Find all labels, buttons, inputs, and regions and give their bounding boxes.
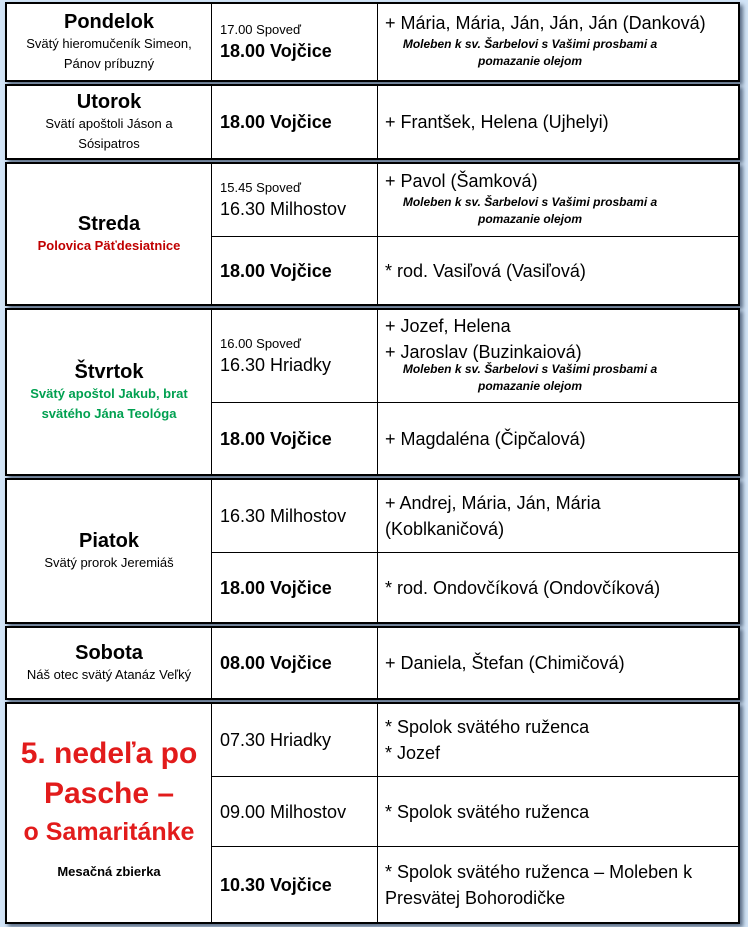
- intention-line: + Jozef, Helena: [385, 316, 511, 336]
- confession-time: 15.45 Spoveď: [220, 180, 301, 195]
- day-block-wednesday: [5, 162, 740, 306]
- intention-cell: [378, 4, 738, 80]
- time-cell: [212, 776, 378, 846]
- day-name: Štvrtok: [74, 361, 144, 383]
- intention-cell: [378, 628, 738, 698]
- time-cell: [212, 704, 378, 776]
- intention-line: * Spolok svätého ruženca: [385, 717, 590, 737]
- day-subtitle: Svätý apoštol Jakub, brat svätého Jána Teológa: [30, 386, 188, 421]
- intention-line: * rod. Vasiľová (Vasiľová): [385, 260, 586, 281]
- service-time: 08.00 Vojčice: [220, 653, 332, 673]
- day-name: Pondelok: [63, 11, 154, 33]
- time-cell: [212, 402, 378, 474]
- intention-line: + Frantšek, Helena (Ujhelyi): [385, 112, 609, 132]
- intention-cell: [378, 480, 738, 552]
- service-time: 18.00 Vojčice: [220, 260, 332, 281]
- day-block-thursday: [5, 308, 740, 476]
- moleben-note: Moleben k sv. Šarbelovi s Vašimi prosbami a pomazanie olejom: [402, 362, 658, 393]
- time-cell: [212, 236, 378, 304]
- service-time: 16.30 Milhostov: [220, 506, 347, 526]
- service-time: 10.30 Vojčice: [220, 874, 332, 895]
- sunday-title-line: Pasche –: [43, 777, 175, 810]
- day-cell-monday: [7, 4, 212, 80]
- day-cell-sunday: [7, 704, 212, 922]
- day-subtitle: Svätý prorok Jeremiáš: [44, 555, 174, 570]
- time-cell: [212, 846, 378, 922]
- day-subtitle: Svätí apoštoli Jáson a Sósipatros: [45, 116, 173, 151]
- day-subtitle: Mesačná zbierka: [57, 864, 161, 879]
- intention-line: + Jaroslav (Buzinkaiová): [385, 342, 582, 362]
- time-cell: [212, 480, 378, 552]
- intention-cell: [378, 704, 738, 776]
- intention-cell: [378, 236, 738, 304]
- intention-cell: [378, 552, 738, 622]
- service-time: 18.00 Vojčice: [220, 41, 332, 61]
- intention-cell: [378, 164, 738, 236]
- service-time: 18.00 Vojčice: [220, 428, 332, 449]
- day-name: Utorok: [76, 91, 142, 113]
- sunday-title-sub: o Samaritánke: [23, 818, 195, 846]
- confession-time: 17.00 Spoveď: [220, 22, 301, 37]
- intention-line: + Magdaléna (Čipčalová): [385, 428, 586, 449]
- day-cell-thursday: [7, 310, 212, 474]
- service-time: 16.30 Milhostov: [220, 199, 347, 219]
- day-subtitle: Svätý hieromučeník Simeon, Pánov príbuzný: [26, 36, 192, 71]
- time-cell: [212, 164, 378, 236]
- intention-line: + Pavol (Šamková): [385, 171, 538, 191]
- service-time: 09.00 Milhostov: [220, 801, 347, 822]
- sunday-title-line: 5. nedeľa po: [20, 737, 198, 770]
- intention-line: + Daniela, Štefan (Chimičová): [385, 653, 625, 673]
- intention-cell: [378, 310, 738, 402]
- day-cell-saturday: [7, 628, 212, 698]
- service-time: 16.30 Hriadky: [220, 355, 332, 375]
- day-cell-friday: [7, 480, 212, 622]
- day-cell-wednesday: [7, 164, 212, 304]
- moleben-note: Moleben k sv. Šarbelovi s Vašimi prosbami a pomazanie olejom: [402, 195, 658, 226]
- intention-cell: [378, 776, 738, 846]
- time-cell: [212, 628, 378, 698]
- day-block-tuesday: [5, 84, 740, 160]
- day-block-monday: [5, 2, 740, 82]
- day-subtitle: Polovica Päťdesiatnice: [37, 238, 181, 253]
- intention-line: * Jozef: [385, 743, 441, 763]
- day-name: Sobota: [75, 642, 143, 664]
- intention-line: + Andrej, Mária, Ján, Mária (Koblkaničová): [385, 493, 601, 539]
- day-cell-tuesday: [7, 86, 212, 158]
- intention-cell: [378, 86, 738, 158]
- day-name: Streda: [77, 213, 141, 235]
- time-cell: [212, 86, 378, 158]
- day-block-friday: [5, 478, 740, 624]
- intention-line: + Mária, Mária, Ján, Ján, Ján (Danková): [385, 13, 706, 33]
- intention-cell: [378, 846, 738, 922]
- time-cell: [212, 552, 378, 622]
- intention-line: * Spolok svätého ruženca – Moleben k Presvätej Bohorodičke: [385, 861, 693, 908]
- time-cell: [212, 310, 378, 402]
- time-cell: [212, 4, 378, 80]
- intention-cell: [378, 402, 738, 474]
- service-time: 18.00 Vojčice: [220, 112, 332, 132]
- day-block-saturday: [5, 626, 740, 700]
- day-name: Piatok: [78, 530, 140, 552]
- intention-line: * Spolok svätého ruženca: [385, 801, 590, 822]
- confession-time: 16.00 Spoveď: [220, 336, 301, 351]
- intention-line: * rod. Ondovčíková (Ondovčíková): [385, 577, 661, 598]
- day-block-sunday: [5, 702, 740, 924]
- day-subtitle: Náš otec svätý Atanáz Veľký: [26, 667, 192, 682]
- moleben-note: Moleben k sv. Šarbelovi s Vašimi prosbami a pomazanie olejom: [402, 37, 658, 68]
- service-time: 18.00 Vojčice: [220, 577, 332, 598]
- service-time: 07.30 Hriadky: [220, 730, 332, 750]
